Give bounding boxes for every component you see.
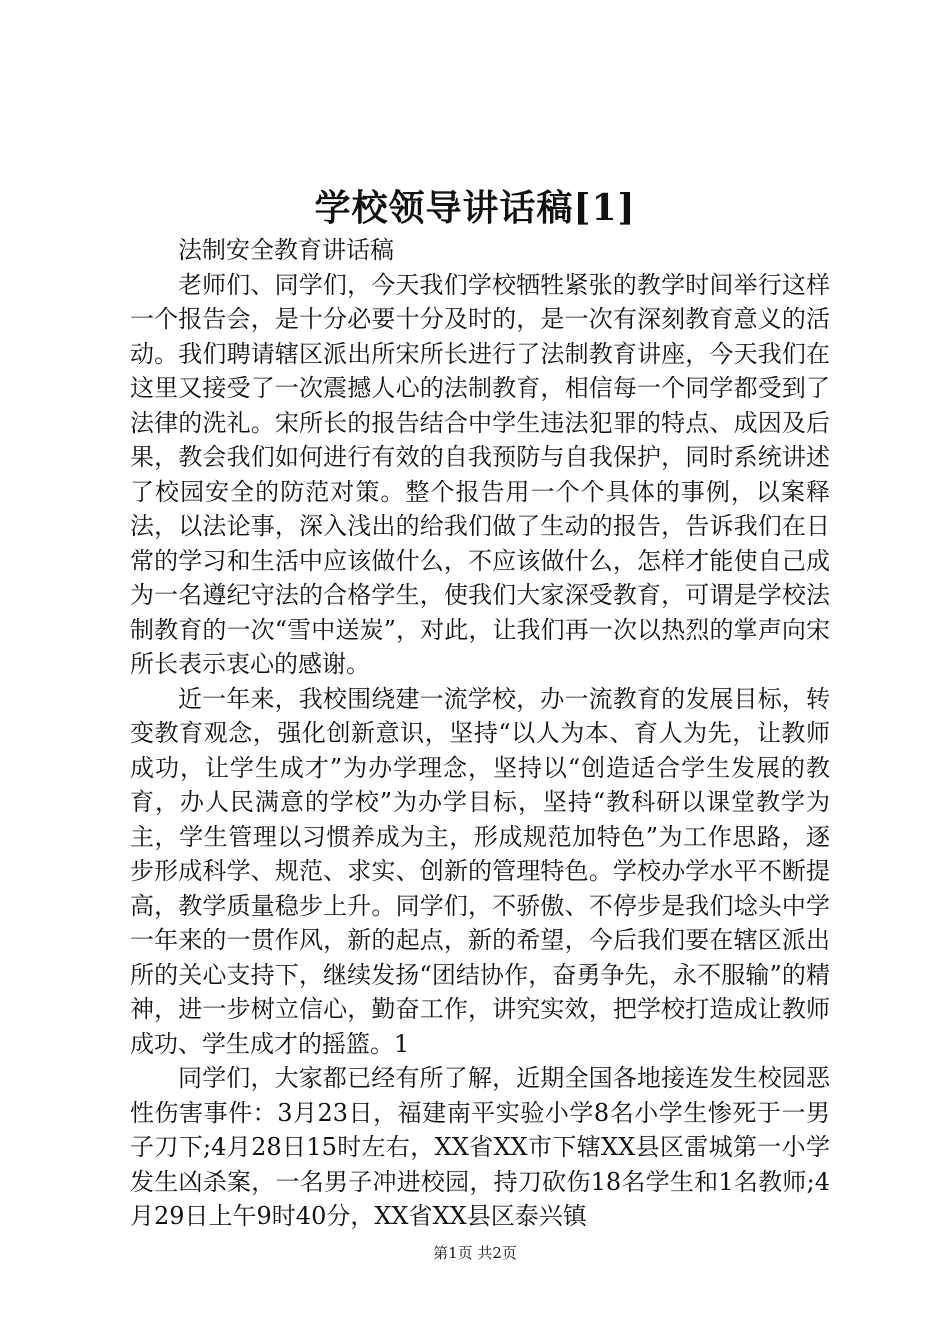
subtitle-paragraph: 法制安全教育讲话稿 bbox=[178, 236, 394, 264]
document-title: 学校领导讲话稿[1] bbox=[314, 187, 636, 229]
body-paragraph: 同学们，大家都已经有所了解，近期全国各地接连发生校园恶性伤害事件：3月23日，福建南平实验小学8名小学生惨死于一男子刀下;4月28日15时左右，XX省XX市下辖XX县区雷城第一小学发生凶杀案，一名男子冲进校园，持刀砍伤18名学生和1名教师;4月29日上午9时40分，XX省XX县区泰兴镇 bbox=[130, 1064, 830, 1230]
page-footer: 第1页 共2页 bbox=[433, 1244, 517, 1262]
body-paragraph: 近一年来，我校围绕建一流学校，办一流教育的发展目标，转变教育观念，强化创新意识，坚持“以人为本、育人为先，让教师成功，让学生成才”为办学理念，坚持以“创造适合学生发展的教育，办人民满意的学校”为办学目标，坚持“教科研以课堂教学为主，学生管理以习惯养成为主，形成规范加特色”为工作思路，逐步形成科学、规范、求实、创新的管理特色。学校办学水平不断提高，教学质量稳步上升。同学们，不骄傲、不停步是我们埝头中学一年来的一贯作风，新的起点，新的希望，今后我们要在辖区派出所的关心支持下，继续发扬“团结协作，奋勇争先，永不服输”的精神，进一步树立信心，勤奋工作，讲究实效，把学校打造成让教师成功、学生成才的摇篮。1 bbox=[130, 684, 830, 1058]
document-body bbox=[130, 233, 830, 1234]
body-paragraph: 老师们、同学们，今天我们学校牺牲紧张的教学时间举行这样一个报告会，是十分必要十分及时的，是一次有深刻教育意义的活动。我们聘请辖区派出所宋所长进行了法制教育讲座，今天我们在这里又接受了一次震撼人心的法制教育，相信每一个同学都受到了法律的洗礼。宋所长的报告结合中学生违法犯罪的特点、成因及后果，教会我们如何进行有效的自我预防与自我保护，同时系统讲述了校园安全的防范对策。整个报告用一个个具体的事例，以案释法，以法论事，深入浅出的给我们做了生动的报告，告诉我们在日常的学习和生活中应该做什么，不应该做什么，怎样才能使自己成为一名遵纪守法的合格学生，使我们大家深受教育，可谓是学校法制教育的一次“雪中送炭”，对此，让我们再一次以热烈的掌声向宋所长表示衷心的感谢。 bbox=[130, 270, 830, 678]
